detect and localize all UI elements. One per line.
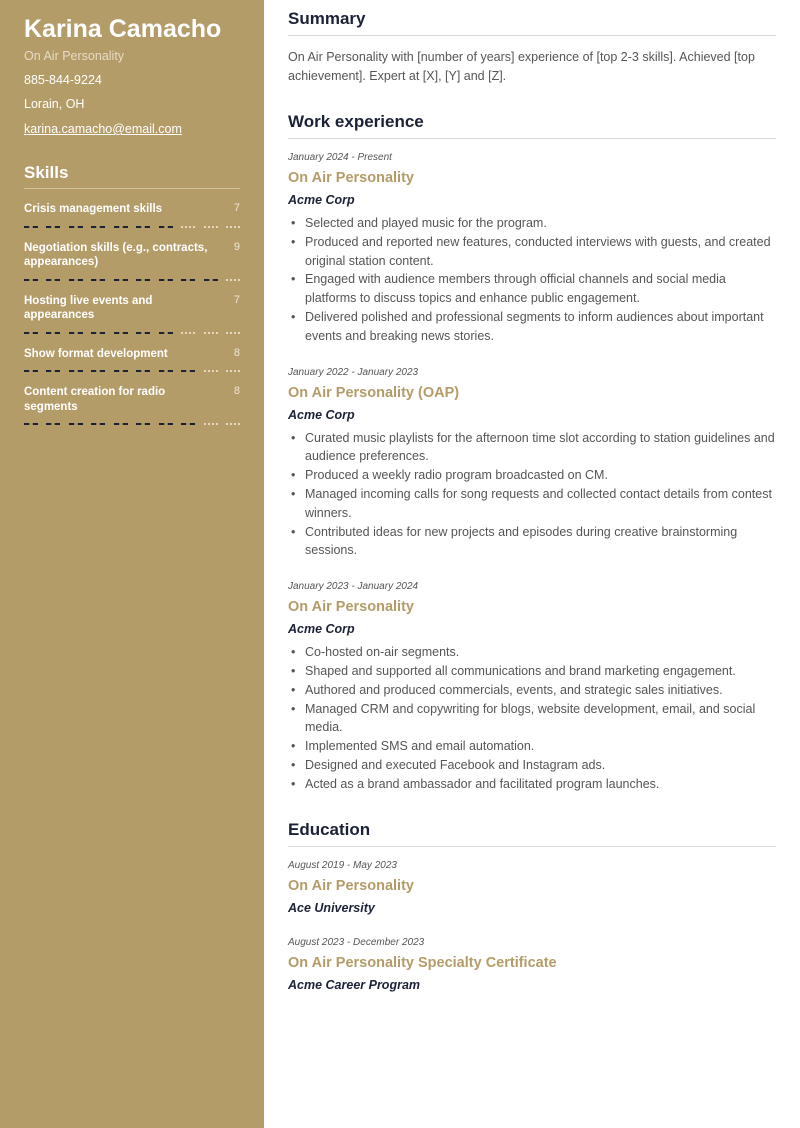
- responsibility-list: [288, 214, 776, 346]
- responsibility-text: Shaped and supported all communications and brand marketing engagement.: [305, 663, 736, 678]
- responsibility-list: [288, 643, 776, 793]
- institution-name: Acme Career Program: [288, 977, 421, 992]
- level-dash-filled: [136, 423, 150, 425]
- phone-number: 885-844-9224: [24, 73, 102, 87]
- skill-item: [24, 347, 240, 373]
- bullet-icon: •: [291, 468, 296, 483]
- level-dash-filled: [114, 279, 128, 281]
- skill-item: [24, 294, 240, 334]
- degree-title: On Air Personality Specialty Certificate: [288, 954, 557, 971]
- education-section: [288, 820, 776, 993]
- education-list: [288, 859, 776, 993]
- work-dates: January 2024 - Present: [288, 152, 392, 163]
- skill-row: [24, 241, 240, 270]
- responsibility-text: Designed and executed Facebook and Instagram ads.: [305, 757, 606, 772]
- responsibility-item: [288, 429, 776, 467]
- responsibility-item: [288, 523, 776, 561]
- level-dash-filled: [91, 332, 105, 334]
- bullet-icon: •: [291, 216, 296, 230]
- level-dash-filled: [181, 370, 195, 372]
- company-name: Acme Corp: [288, 622, 355, 637]
- level-dash-filled: [24, 279, 38, 281]
- responsibility-item: [288, 466, 776, 485]
- level-dash-empty: [204, 226, 218, 228]
- skill-item: [24, 202, 240, 228]
- level-dash-filled: [181, 279, 195, 281]
- responsibility-text: Delivered polished and professional segments to inform audiences about important events and breaking news stories.: [305, 309, 764, 343]
- level-dash-filled: [91, 226, 105, 228]
- bullet-icon: •: [291, 645, 296, 660]
- bullet-icon: •: [291, 430, 296, 445]
- level-dash-filled: [46, 279, 60, 281]
- level-dash-filled: [159, 332, 173, 334]
- company-name: Acme Corp: [288, 407, 355, 422]
- level-dash-filled: [46, 370, 60, 372]
- bullet-icon: •: [291, 663, 296, 678]
- summary-heading: Summary: [288, 9, 776, 36]
- level-dash-filled: [24, 370, 38, 372]
- level-dash-empty: [226, 226, 240, 228]
- level-dash-filled: [114, 423, 128, 425]
- level-dash-filled: [159, 423, 173, 425]
- work-dates: January 2023 - January 2024: [288, 581, 419, 593]
- education-entry: [288, 936, 776, 993]
- skill-row: [24, 202, 240, 217]
- skill-level: 8: [233, 385, 240, 397]
- level-dash-filled: [69, 332, 83, 334]
- skill-level-bar: [24, 332, 240, 334]
- skill-row: [24, 385, 240, 414]
- skill-name: Show format development: [24, 347, 168, 360]
- responsibility-item: [288, 643, 776, 662]
- education-heading: Education: [288, 820, 776, 847]
- company-name: Acme Corp: [288, 193, 355, 207]
- responsibility-text: Acted as a brand ambassador and facilitated program launches.: [305, 776, 660, 791]
- skill-item: [24, 241, 240, 281]
- education-dates: August 2023 - December 2023: [288, 936, 425, 948]
- skill-level-bar: [24, 279, 240, 281]
- responsibility-text: Produced a weekly radio program broadcasted on CM.: [305, 468, 608, 483]
- location: Lorain, OH: [24, 97, 85, 111]
- level-dash-filled: [181, 423, 195, 425]
- level-dash-filled: [24, 332, 38, 334]
- level-dash-filled: [136, 226, 150, 228]
- job-title: On Air Personality: [288, 170, 414, 186]
- responsibility-text: Implemented SMS and email automation.: [305, 739, 535, 754]
- level-dash-filled: [159, 370, 173, 372]
- level-dash-empty: [181, 332, 195, 334]
- work-heading: Work experience: [288, 112, 776, 139]
- level-dash-empty: [226, 279, 240, 281]
- level-dash-filled: [69, 226, 83, 228]
- level-dash-empty: [226, 423, 240, 425]
- candidate-name: Karina Camacho: [24, 15, 222, 43]
- institution-name: Ace University: [288, 900, 375, 915]
- skill-row: [24, 347, 240, 362]
- level-dash-filled: [159, 279, 173, 281]
- skill-level-bar: [24, 370, 240, 372]
- level-dash-filled: [46, 226, 60, 228]
- job-title: On Air Personality (OAP): [288, 384, 460, 401]
- level-dash-empty: [204, 332, 218, 334]
- bullet-icon: •: [291, 776, 296, 791]
- responsibility-text: Managed incoming calls for song requests and collected contact details from contest winners.: [305, 486, 772, 520]
- responsibility-text: Managed CRM and copywriting for blogs, website development, email, and social media.: [305, 701, 756, 735]
- level-dash-filled: [91, 279, 105, 281]
- level-dash-filled: [46, 332, 60, 334]
- level-dash-filled: [204, 279, 218, 281]
- level-dash-filled: [46, 423, 60, 425]
- work-section: [288, 112, 776, 794]
- level-dash-filled: [69, 423, 83, 425]
- level-dash-empty: [204, 423, 218, 425]
- bullet-icon: •: [291, 234, 296, 249]
- responsibility-item: [288, 270, 776, 308]
- bullet-icon: •: [291, 757, 296, 772]
- responsibility-item: [288, 214, 776, 233]
- bullet-icon: •: [291, 739, 296, 754]
- responsibility-list: [288, 429, 776, 561]
- level-dash-empty: [226, 370, 240, 372]
- work-entry: [288, 580, 776, 793]
- skill-name: Crisis management skills: [24, 203, 163, 215]
- level-dash-filled: [24, 226, 38, 228]
- education-dates: August 2019 - May 2023: [288, 859, 397, 871]
- bullet-icon: •: [291, 486, 296, 501]
- level-dash-filled: [69, 370, 83, 372]
- skill-level-bar: [24, 226, 240, 228]
- work-entry: [288, 151, 776, 346]
- skill-level-bar: [24, 423, 240, 425]
- email-link[interactable]: karina.camacho@email.com: [24, 122, 182, 136]
- degree-title: On Air Personality: [288, 877, 414, 894]
- skills-heading: Skills: [24, 163, 240, 189]
- level-dash-filled: [69, 279, 83, 281]
- bullet-icon: •: [291, 272, 296, 287]
- responsibility-text: Curated music playlists for the afternoon time slot according to station guidelines and audience preferences.: [305, 430, 775, 464]
- responsibility-item: [288, 485, 776, 523]
- responsibility-item: [288, 681, 776, 700]
- skill-item: [24, 385, 240, 425]
- sidebar: [0, 0, 264, 1128]
- job-title: On Air Personality: [288, 599, 414, 616]
- skill-name: Negotiation skills (e.g., contracts, appearances): [24, 241, 208, 268]
- responsibility-text: Produced and reported new features, conducted interviews with guests, and created original station content.: [305, 234, 771, 268]
- bullet-icon: •: [291, 309, 296, 324]
- level-dash-filled: [91, 423, 105, 425]
- work-list: [288, 151, 776, 794]
- responsibility-text: Selected and played music for the program.: [305, 216, 547, 230]
- responsibility-item: [288, 662, 776, 681]
- level-dash-empty: [226, 332, 240, 334]
- responsibility-item: [288, 737, 776, 756]
- main-content: [288, 0, 776, 993]
- level-dash-filled: [136, 279, 150, 281]
- summary-section: [288, 9, 776, 86]
- skill-name: Hosting live events and appearances: [24, 294, 153, 321]
- level-dash-empty: [181, 226, 195, 228]
- candidate-title: On Air Personality: [24, 49, 125, 63]
- responsibility-text: Engaged with audience members through official channels and social media platforms to discuss topics and enhance public engagement.: [305, 272, 726, 306]
- skill-row: [24, 294, 240, 323]
- bullet-icon: •: [291, 682, 296, 697]
- level-dash-filled: [136, 370, 150, 372]
- level-dash-empty: [204, 370, 218, 372]
- skill-level: 7: [233, 202, 240, 214]
- responsibility-item: [288, 775, 776, 794]
- bullet-icon: •: [291, 524, 296, 539]
- level-dash-filled: [159, 226, 173, 228]
- work-entry: [288, 366, 776, 561]
- education-entry: [288, 859, 776, 916]
- skill-name: Content creation for radio segments: [24, 386, 166, 413]
- summary-text: On Air Personality with [number of years] experience of [top 2-3 skills]. Achieved [top achievement]. Expert at [X], [Y] and [Z].: [288, 50, 755, 83]
- level-dash-filled: [114, 226, 128, 228]
- responsibility-item: [288, 756, 776, 775]
- skills-list: [24, 202, 240, 425]
- level-dash-filled: [136, 332, 150, 334]
- skill-level: 8: [233, 346, 240, 359]
- level-dash-filled: [91, 370, 105, 372]
- responsibility-item: [288, 700, 776, 738]
- skill-level: 9: [233, 240, 240, 253]
- responsibility-text: Co-hosted on-air segments.: [305, 645, 460, 660]
- skill-level: 7: [233, 293, 240, 306]
- level-dash-filled: [24, 423, 38, 425]
- responsibility-item: [288, 308, 776, 346]
- responsibility-text: Authored and produced commercials, events, and strategic sales initiatives.: [305, 682, 723, 697]
- bullet-icon: •: [291, 701, 296, 716]
- work-dates: January 2022 - January 2023: [288, 366, 419, 378]
- level-dash-filled: [114, 332, 128, 334]
- responsibility-text: Contributed ideas for new projects and episodes during creative brainstorming sessions.: [305, 524, 738, 558]
- responsibility-item: [288, 233, 776, 271]
- level-dash-filled: [114, 370, 128, 372]
